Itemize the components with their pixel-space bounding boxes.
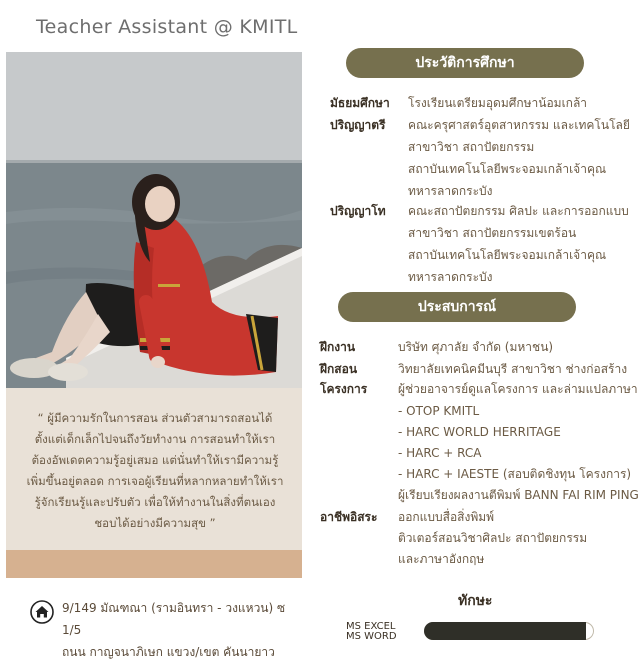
quote-accent-bar (6, 550, 302, 578)
experience-value: ผู้ช่วยอาจารย์ดูแลโครงการ และล่ามแปลภาษา (398, 382, 638, 396)
experience-label-internship: ฝึกงาน (320, 340, 356, 354)
page-subtitle: Teacher Assistant @ KMITL (36, 16, 298, 38)
education-value: คณะสถาปัตยกรรม ศิลปะ และการออกแบบ (408, 204, 629, 218)
address-line-1: 9/149 มัณฑณา (รามอินทรา - วงแหวน) ซ 1/5 (62, 601, 286, 637)
education-value: คณะครุศาสตร์อุตสาหกรรม และเทคโนโลยี (408, 118, 630, 132)
education-value: โรงเรียนเตรียมอุดมศึกษาน้อมเกล้า (408, 96, 588, 110)
skill-label (346, 622, 397, 642)
education-label-master: ปริญญาโท (330, 204, 386, 218)
skill-label-excel: MS EXCEL (346, 621, 396, 632)
experience-value: บริษัท ศุภาลัย จำกัด (มหาชน) (398, 340, 554, 354)
experience-heading: ประสบการณ์ (338, 292, 576, 322)
home-icon (30, 600, 54, 624)
experience-value: ติวเตอร์สอนวิชาศิลปะ สถาปัตยกรรม (398, 531, 588, 545)
experience-value: - HARC + RCA (398, 446, 482, 460)
experience-label-projects: โครงการ (320, 382, 368, 396)
skill-bar-fill (424, 622, 586, 640)
education-label-highschool: มัธยมศึกษา (330, 96, 390, 110)
education-heading: ประวัติการศึกษา (346, 48, 584, 78)
skill-label-word: MS WORD (346, 631, 397, 642)
profile-photo (6, 52, 302, 388)
experience-label-teaching: ฝึกสอน (320, 362, 358, 376)
quote-box (6, 388, 302, 550)
education-label-bachelor: ปริญญาตรี (330, 118, 386, 132)
education-value: สถาบันเทคโนโลยีพระจอมเกล้าเจ้าคุณ (408, 162, 607, 176)
experience-value: - HARC WORLD HERRITAGE (398, 425, 561, 439)
education-value: สาขาวิชา สถาปัตยกรรม (408, 140, 535, 154)
experience-label-freelance: อาชีพอิสระ (320, 510, 378, 524)
quote-text: “ ผู้มีความรักในการสอน ส่วนตัวสามารถสอนได้ตั้งแต่เด็กเล็กไปจนถึงวัยทำงาน การสอนทำให้เราต้องอัพเดตความรู้อยู่เสมอ แต่นั่นทำให้เรามีความรู้เพิ่มขึ้นอยู่ตลอด การเจอผู้เรียนที่หลากหลายทำให้เรารู้จักเรียนรู้และปรับตัว เพื่อให้ทำงานในสิ่งที่ตนเองชอบได้อย่างมีความสุข ” (26, 411, 284, 530)
skill-bar (424, 622, 594, 640)
skills-heading: ทักษะ (458, 593, 493, 609)
experience-value: - OTOP KMITL (398, 404, 480, 418)
experience-value: - HARC + IAESTE (สอบติดชิงทุน โครงการ) (398, 467, 632, 481)
education-value: ทหารลาดกระบัง (408, 270, 493, 284)
experience-value: และภาษาอังกฤษ (398, 552, 485, 566)
experience-value: ผู้เรียบเรียงผลงานตีพิมพ์ BANN FAI RIM PING (398, 488, 639, 502)
experience-value: วิทยาลัยเทคนิคมีนบุรี สาขาวิชา ช่างก่อสร้าง (398, 362, 628, 376)
address (62, 597, 302, 663)
experience-value: ออกแบบสื่อสิ่งพิมพ์ (398, 510, 495, 524)
education-value: สาขาวิชา สถาปัตยกรรมเขตร้อน (408, 226, 577, 240)
education-value: สถาบันเทคโนโลยีพระจอมเกล้าเจ้าคุณ (408, 248, 607, 262)
education-value: ทหารลาดกระบัง (408, 184, 493, 198)
address-line-2: ถนน กาญจนาภิเษก แขวง/เขต คันนายาว (62, 645, 275, 659)
